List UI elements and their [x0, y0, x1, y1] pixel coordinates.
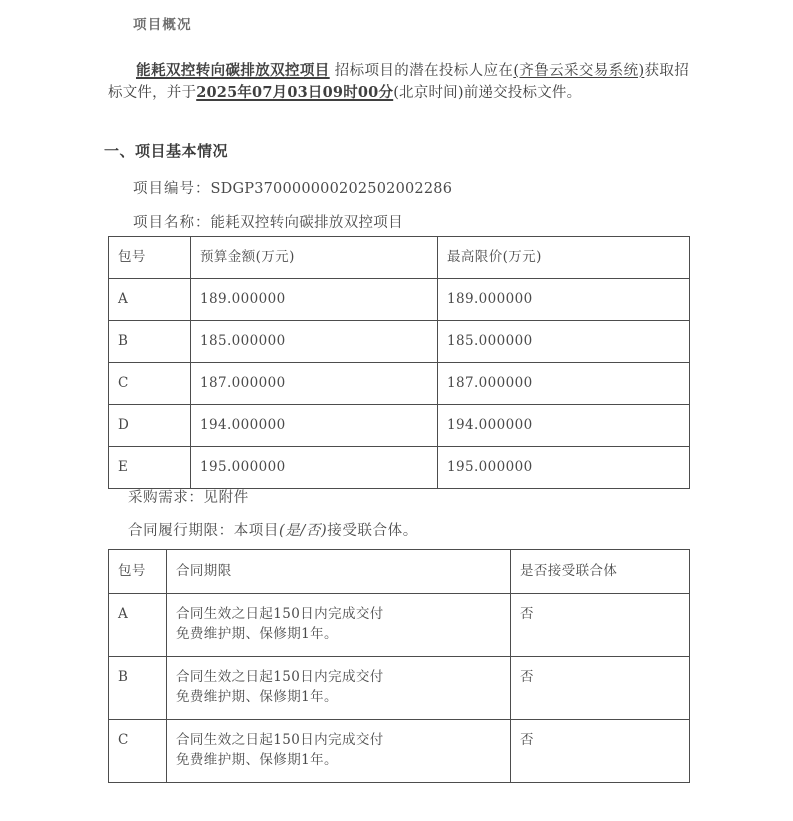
cell-cap: 185.000000 — [438, 321, 690, 363]
cell-cap: 189.000000 — [438, 279, 690, 321]
contract-term-line-1: 合同生效之日起150日内完成交付 — [176, 669, 384, 685]
note-procurement-requirement — [128, 486, 249, 507]
column-header-consortium: 是否接受联合体 — [511, 550, 690, 594]
cell-package: B — [109, 321, 191, 363]
section-heading-basic-info: 一、项目基本情况 — [104, 142, 229, 160]
cell-cap: 194.000000 — [438, 405, 690, 447]
table-row — [109, 363, 690, 405]
field-project-name — [133, 211, 403, 232]
cell-package: D — [109, 405, 191, 447]
cell-package: C — [109, 363, 191, 405]
cell-budget: 187.000000 — [191, 363, 438, 405]
cell-package: A — [109, 279, 191, 321]
cell-package: C — [109, 720, 167, 783]
cell-consortium: 否 — [511, 720, 690, 783]
cell-budget: 189.000000 — [191, 279, 438, 321]
contract-term-line-2: 免费维护期、保修期1年。 — [176, 626, 338, 642]
contract-term-line-1: 合同生效之日起150日内完成交付 — [176, 606, 384, 622]
table-row — [109, 447, 690, 489]
table-header-row — [109, 237, 690, 279]
cell-cap: 187.000000 — [438, 363, 690, 405]
cell-consortium: 否 — [511, 657, 690, 720]
contract-period-choice: (是/否) — [279, 523, 328, 539]
note-contract-period — [128, 519, 418, 540]
contract-period-pre: 本项目 — [233, 523, 280, 539]
table-row — [109, 405, 690, 447]
contract-term-line-1: 合同生效之日起150日内完成交付 — [176, 732, 384, 748]
cell-budget: 194.000000 — [191, 405, 438, 447]
project-name-value: 能耗双控转向碳排放双控项目 — [210, 215, 403, 231]
cell-consortium: 否 — [511, 594, 690, 657]
cell-package: A — [109, 594, 167, 657]
project-number-value: SDGP370000000202502002286 — [210, 181, 453, 197]
intro-deadline: 2025年07月03日09时00分 — [196, 83, 394, 101]
table-row — [109, 321, 690, 363]
contract-term-line-2: 免费维护期、保修期1年。 — [176, 752, 338, 768]
column-header-contract-term: 合同期限 — [167, 550, 511, 594]
table-row — [109, 594, 690, 657]
cell-budget: 195.000000 — [191, 447, 438, 489]
table-row — [109, 657, 690, 720]
column-header-package: 包号 — [109, 237, 191, 279]
intro-project-name: 能耗双控转向碳排放双控项目 — [136, 61, 330, 79]
intro-text-mid-2: 获取招标文件，并于 — [108, 62, 689, 101]
procurement-value: 见附件 — [203, 490, 249, 506]
procurement-label: 采购需求： — [128, 490, 204, 506]
budget-table — [108, 236, 690, 489]
cell-package: B — [109, 657, 167, 720]
table-row — [109, 720, 690, 783]
column-header-price-cap: 最高限价(万元) — [438, 237, 690, 279]
intro-paragraph — [108, 60, 689, 104]
cell-package: E — [109, 447, 191, 489]
contract-period-table — [108, 549, 690, 783]
contract-period-post: 接受联合体。 — [327, 523, 418, 539]
intro-text-mid-1: 招标项目的潜在投标人应在 — [329, 62, 514, 79]
intro-platform-name: (齐鲁云采交易系统) — [513, 62, 645, 79]
cell-contract-term — [167, 720, 511, 783]
project-name-label: 项目名称： — [133, 215, 211, 231]
column-header-budget-amount: 预算金额(万元) — [191, 237, 438, 279]
cell-contract-term — [167, 657, 511, 720]
cell-budget: 185.000000 — [191, 321, 438, 363]
cell-contract-term — [167, 594, 511, 657]
table-header-row — [109, 550, 690, 594]
field-project-number — [133, 177, 452, 198]
document-subtitle: 项目概况 — [133, 17, 192, 33]
intro-text-end: (北京时间)前递交投标文件。 — [393, 84, 582, 101]
contract-period-label: 合同履行期限： — [128, 523, 234, 539]
project-number-label: 项目编号： — [133, 181, 211, 197]
table-row — [109, 279, 690, 321]
column-header-package: 包号 — [109, 550, 167, 594]
cell-cap: 195.000000 — [438, 447, 690, 489]
contract-term-line-2: 免费维护期、保修期1年。 — [176, 689, 338, 705]
